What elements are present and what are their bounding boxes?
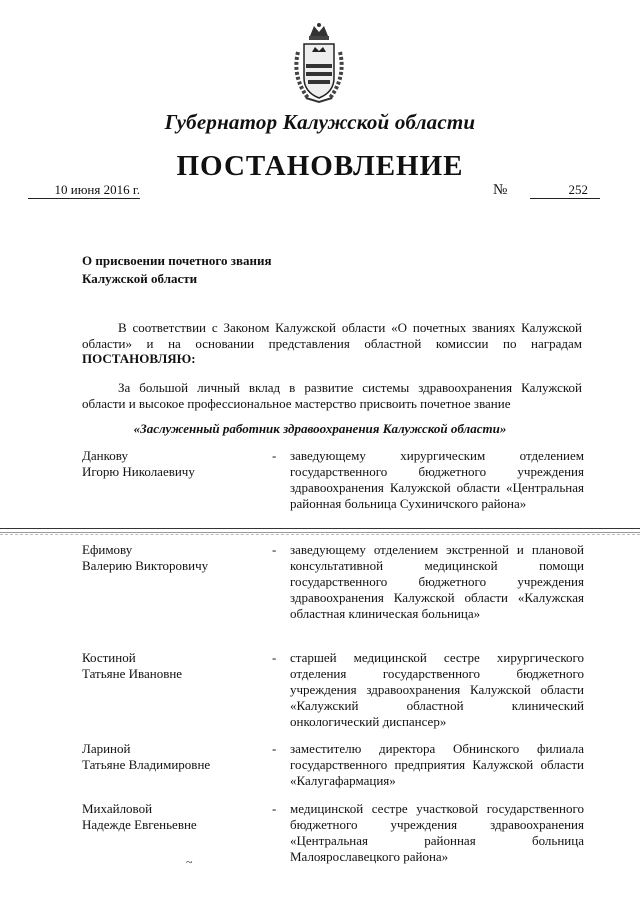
awardee-name	[82, 741, 262, 773]
awardee-surname: Михайловой	[82, 801, 153, 816]
awardee-name	[82, 542, 262, 574]
issuer-title: Губернатор Калужской области	[164, 110, 476, 134]
subject-line-1: О присвоении почетного звания	[82, 253, 272, 268]
dash-separator: -	[272, 801, 277, 816]
subject-heading	[82, 252, 271, 288]
awardee-surname: Костиной	[82, 650, 136, 665]
preamble-text: В соответствии с Законом Калужской области «О почетных званиях Калужской области» и на основании представления областной комиссии по наградам	[82, 320, 582, 351]
awardee-given-names: Надежде Евгеньевне	[82, 817, 197, 832]
awardee-surname: Данкову	[82, 448, 128, 463]
awardee-position: заведующему хирургическим отделением государственного бюджетного учреждения здравоохранения Калужской области «Центральная районная больница Сухиничского района»	[290, 448, 584, 511]
award-paragraph: За большой личный вклад в развитие системы здравоохранения Калужской области и высокое профессиональное мастерство присвоить почетное звание	[82, 380, 582, 411]
preamble-paragraph	[82, 320, 582, 367]
awardee-position: заведующему отделением экстренной и плановой консультативной медицинской помощи государственного бюджетного учреждения здравоохранения Калужской области «Калужская областная клиническая больница»	[290, 542, 584, 621]
honorary-title: «Заслуженный работник здравоохранения Калужской области»	[133, 421, 507, 436]
subject-line-2: Калужской области	[82, 271, 198, 286]
dash-separator: -	[272, 448, 277, 463]
awardee-position: старшей медицинской сестре хирургического отделения государственного бюджетного учреждения здравоохранения Калужской области «Калужский областной клинический онкологический диспансер»	[290, 650, 584, 729]
scan-mark: ~	[186, 855, 193, 869]
awardee-given-names: Татьяне Владимировне	[82, 757, 211, 772]
number-label: №	[493, 182, 508, 198]
awardee-given-names: Игорю Николаевичу	[82, 464, 195, 479]
awardee-name	[82, 448, 262, 480]
awardee-position: медицинской сестре участковой государственного бюджетного учреждения здравоохранения «Центральная районная больница Малоярославецкого района»	[290, 801, 584, 864]
dash-separator: -	[272, 542, 277, 557]
awardee-surname: Лариной	[82, 741, 131, 756]
dash-separator: -	[272, 650, 277, 665]
awardee-name	[82, 650, 262, 682]
awardee-given-names: Татьяне Ивановне	[82, 666, 183, 681]
awardee-position: заместителю директора Обнинского филиала государственного предприятия Калужской области «Калугафармация»	[290, 741, 584, 788]
awardee-name	[82, 801, 262, 833]
document-number: 252	[530, 182, 600, 199]
awardee-surname: Ефимову	[82, 542, 133, 557]
kaluga-coat-of-arms-icon	[288, 22, 350, 104]
document-type: ПОСТАНОВЛЕНИЕ	[176, 150, 464, 182]
awardee-given-names: Валерию Викторовичу	[82, 558, 209, 573]
scan-fold-shadow	[0, 534, 640, 536]
document-date: 10 июня 2016 г.	[28, 182, 140, 199]
decree-keyword: ПОСТАНОВЛЯЮ:	[82, 351, 196, 366]
dash-separator: -	[272, 741, 277, 756]
scan-fold-line	[0, 528, 640, 533]
